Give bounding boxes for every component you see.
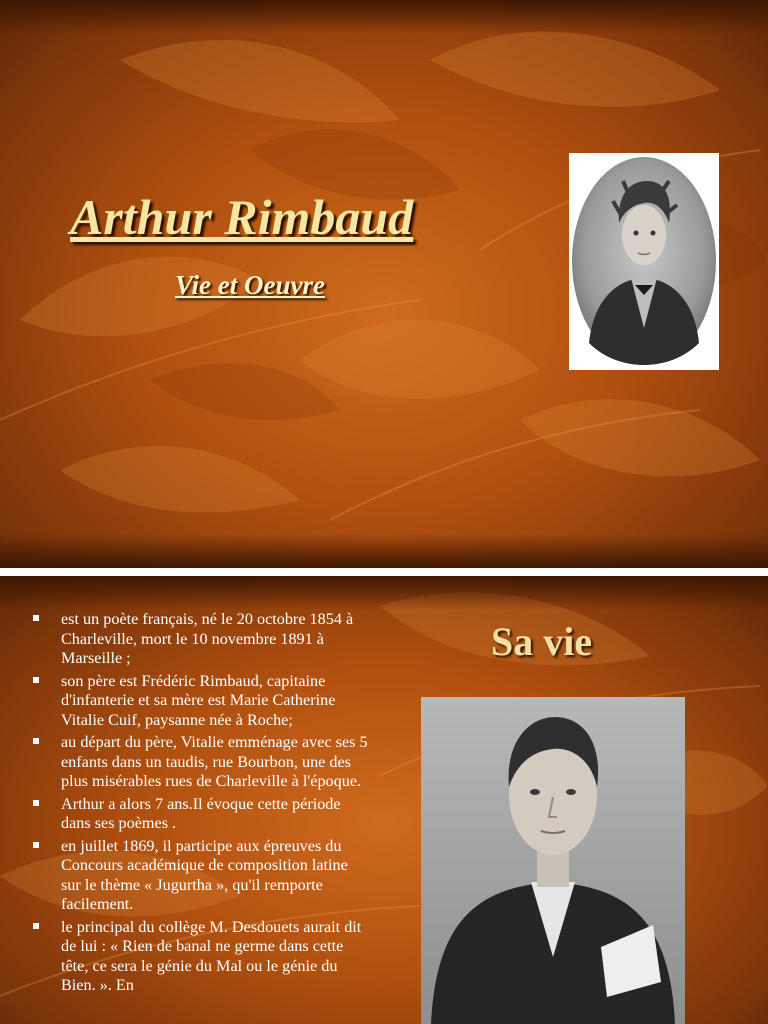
biography-slide [0, 576, 768, 1024]
slide-separator [0, 568, 768, 576]
rimbaud-portrait-boy [421, 697, 685, 1024]
rimbaud-portrait-oval [569, 153, 719, 370]
list-item: en juillet 1869, il participe aux épreuves du Concours académique de composition latine sur le thème « Jugurtha », qu'il remporte facilement. [30, 837, 370, 915]
list-item: au départ du père, Vitalie emménage avec ses 5 enfants dans un taudis, rue Bourbon, une des plus misérables rues de Charleville à l'époque. [30, 733, 370, 792]
list-item: Arthur a alors 7 ans.Il évoque cette période dans ses poèmes . [30, 795, 370, 834]
list-item: est un poète français, né le 20 octobre 1854 à Charleville, mort le 10 novembre 1891 à Marseille ; [30, 610, 370, 669]
list-item: son père est Frédéric Rimbaud, capitaine d'infanterie et sa mère est Marie Catherine Vitalie Cuif, paysanne née à Roche; [30, 672, 370, 731]
top-shadow [0, 0, 768, 34]
section-heading: Sa vie [491, 619, 593, 664]
bullet-square-icon [33, 842, 39, 848]
bullet-square-icon [33, 800, 39, 806]
slide-subtitle: Vie et Oeuvre [175, 270, 325, 300]
bottom-shadow [0, 534, 768, 568]
bullet-square-icon [33, 738, 39, 744]
top-shadow-2 [0, 576, 768, 610]
bullet-square-icon [33, 923, 39, 929]
bullet-square-icon [33, 615, 39, 621]
biography-list [30, 610, 370, 999]
bullet-square-icon [33, 677, 39, 683]
list-item: le principal du collège M. Desdouets aurait dit de lui : « Rien de banal ne germe dans cette tête, ce sera le génie du Mal ou le génie du Bien. ». En [30, 918, 370, 996]
slide-title: Arthur Rimbaud [70, 189, 414, 245]
